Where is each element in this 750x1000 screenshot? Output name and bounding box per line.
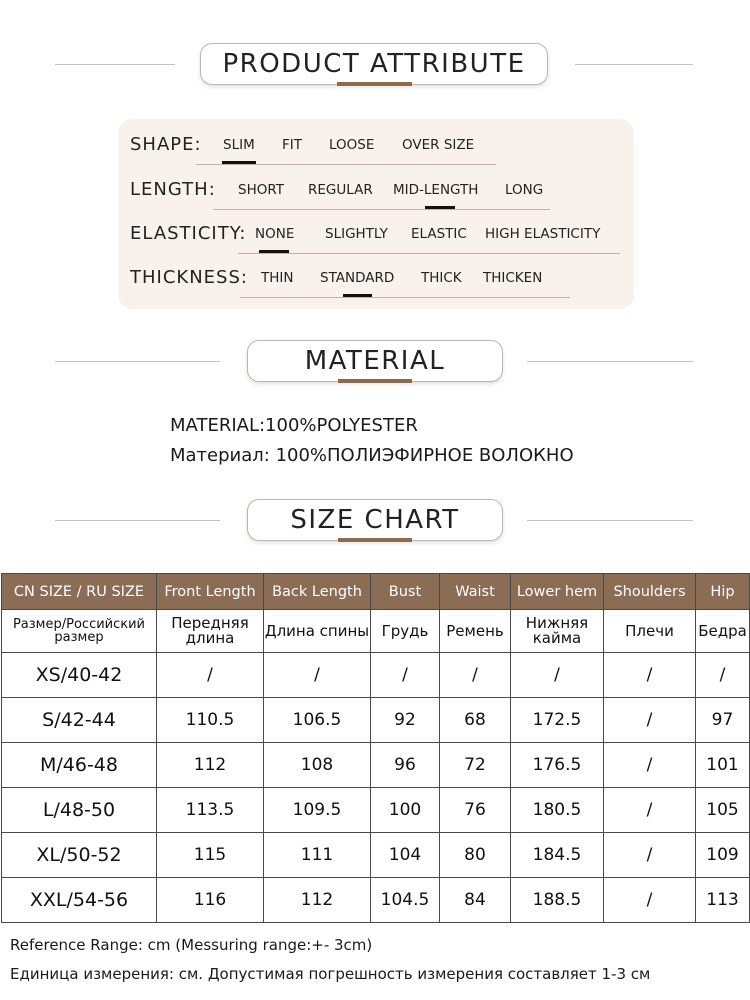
table-row (2, 743, 750, 788)
table-cell: 172.5 (511, 698, 604, 743)
table-cell: / (511, 653, 604, 698)
attr-option: FIT (282, 137, 302, 153)
table-cell: 111 (264, 833, 371, 878)
divider-line (55, 361, 220, 362)
material-en: MATERIAL:100%POLYESTER (170, 415, 418, 436)
section-title-material: MATERIAL (247, 340, 503, 382)
table-cell: / (371, 653, 440, 698)
header-cell: Waist (440, 574, 511, 610)
table-cell: 97 (696, 698, 750, 743)
section-underline (338, 538, 412, 542)
table-cell: 109 (696, 833, 750, 878)
table-cell: 110.5 (157, 698, 264, 743)
size-cell: S/42-44 (2, 698, 157, 743)
selected-marker (343, 294, 372, 297)
selected-marker (259, 250, 289, 253)
attr-row-length (118, 176, 634, 208)
attr-label: LENGTH: (130, 179, 216, 200)
attr-option: LONG (505, 182, 544, 198)
size-chart-table (1, 573, 750, 923)
table-cell: 188.5 (511, 878, 604, 923)
table-cell: 92 (371, 698, 440, 743)
attr-option: NONE (255, 226, 295, 242)
header-cell: Shoulders (604, 574, 696, 610)
attr-label: ELASTICITY: (130, 223, 247, 244)
table-cell: 113.5 (157, 788, 264, 833)
reference-range-note: Reference Range: cm (Messuring range:+- 3cm) (10, 936, 373, 954)
divider-line (527, 520, 693, 521)
header-cell: Front Length (157, 574, 264, 610)
header-cell: Bust (371, 574, 440, 610)
table-cell: 72 (440, 743, 511, 788)
size-cell: L/48-50 (2, 788, 157, 833)
material-ru: Материал: 100%ПОЛИЭФИРНОЕ ВОЛОКНО (170, 445, 574, 466)
header-cell: Back Length (264, 574, 371, 610)
attr-option: SLIGHTLY (325, 226, 388, 242)
size-cell: XS/40-42 (2, 653, 157, 698)
attr-option: ELASTIC (411, 226, 467, 242)
table-row (2, 833, 750, 878)
table-cell: / (604, 833, 696, 878)
ru-header-cell: Ремень (440, 610, 511, 653)
divider-line (527, 361, 693, 362)
ru-header-cell: Плечи (604, 610, 696, 653)
attr-label: SHAPE: (130, 134, 202, 155)
table-row (2, 698, 750, 743)
table-cell: / (604, 653, 696, 698)
ru-header-cell: Длина спины (264, 610, 371, 653)
header-row (2, 574, 750, 610)
table-cell: / (264, 653, 371, 698)
attr-option: REGULAR (308, 182, 373, 198)
ru-header-row (2, 610, 750, 653)
attribute-panel (118, 119, 634, 309)
attr-option: OVER SIZE (402, 137, 475, 153)
selected-marker (222, 161, 256, 164)
attr-rule (213, 209, 550, 210)
measurement-note-ru: Единица измерения: см. Допустимая погрешность измерения составляет 1-3 см (10, 965, 651, 983)
table-cell: 184.5 (511, 833, 604, 878)
section-underline (337, 82, 412, 86)
table-cell: 104.5 (371, 878, 440, 923)
ru-header-cell: Бедра (696, 610, 750, 653)
attr-option: THIN (261, 270, 294, 286)
table-cell: 105 (696, 788, 750, 833)
attr-row-elasticity (118, 220, 634, 252)
table-cell: 108 (264, 743, 371, 788)
table-cell: 68 (440, 698, 511, 743)
attr-rule (240, 297, 570, 298)
table-cell: / (604, 698, 696, 743)
attr-option: SHORT (238, 182, 284, 198)
table-cell: 84 (440, 878, 511, 923)
size-cell: M/46-48 (2, 743, 157, 788)
section-title-attribute: PRODUCT ATTRIBUTE (200, 43, 548, 85)
attr-option: THICKEN (483, 270, 543, 286)
table-row (2, 788, 750, 833)
table-cell: 180.5 (511, 788, 604, 833)
attr-row-shape (118, 131, 634, 163)
table-cell: 112 (157, 743, 264, 788)
table-cell: 106.5 (264, 698, 371, 743)
table-cell: 115 (157, 833, 264, 878)
table-cell: / (604, 743, 696, 788)
attr-rule (196, 164, 496, 165)
attr-option: STANDARD (320, 270, 395, 286)
ru-header-cell: Грудь (371, 610, 440, 653)
header-cell: Lower hem (511, 574, 604, 610)
table-cell: / (604, 878, 696, 923)
table-cell: / (157, 653, 264, 698)
attr-row-thickness (118, 264, 634, 296)
table-cell: 76 (440, 788, 511, 833)
table-cell: / (696, 653, 750, 698)
table-cell: 109.5 (264, 788, 371, 833)
divider-line (575, 64, 693, 65)
table-row (2, 878, 750, 923)
table-cell: 112 (264, 878, 371, 923)
attr-option: SLIM (223, 137, 255, 153)
selected-marker (425, 206, 455, 209)
section-underline (338, 379, 412, 383)
attr-option: MID-LENGTH (393, 182, 479, 198)
table-cell: 80 (440, 833, 511, 878)
table-cell: 96 (371, 743, 440, 788)
ru-header-cell: Размер/Российский размер (2, 610, 157, 653)
size-cell: XXL/54-56 (2, 878, 157, 923)
table-cell: 100 (371, 788, 440, 833)
divider-line (55, 64, 175, 65)
table-cell: / (604, 788, 696, 833)
table-cell: 104 (371, 833, 440, 878)
attr-option: LOOSE (329, 137, 375, 153)
ru-header-cell: Передняя длина (157, 610, 264, 653)
section-title-size-chart: SIZE CHART (247, 499, 503, 541)
attr-label: THICKNESS: (130, 267, 248, 288)
header-cell: Hip (696, 574, 750, 610)
attr-option: THICK (421, 270, 462, 286)
size-cell: XL/50-52 (2, 833, 157, 878)
ru-header-cell: Нижняя кайма (511, 610, 604, 653)
table-cell: 176.5 (511, 743, 604, 788)
divider-line (55, 520, 220, 521)
table-cell: 113 (696, 878, 750, 923)
table-cell: 116 (157, 878, 264, 923)
table-row (2, 653, 750, 698)
table-cell: 101 (696, 743, 750, 788)
table-cell: / (440, 653, 511, 698)
attr-option: HIGH ELASTICITY (485, 226, 601, 242)
attr-rule (238, 253, 620, 254)
header-cell: CN SIZE / RU SIZE (2, 574, 157, 610)
